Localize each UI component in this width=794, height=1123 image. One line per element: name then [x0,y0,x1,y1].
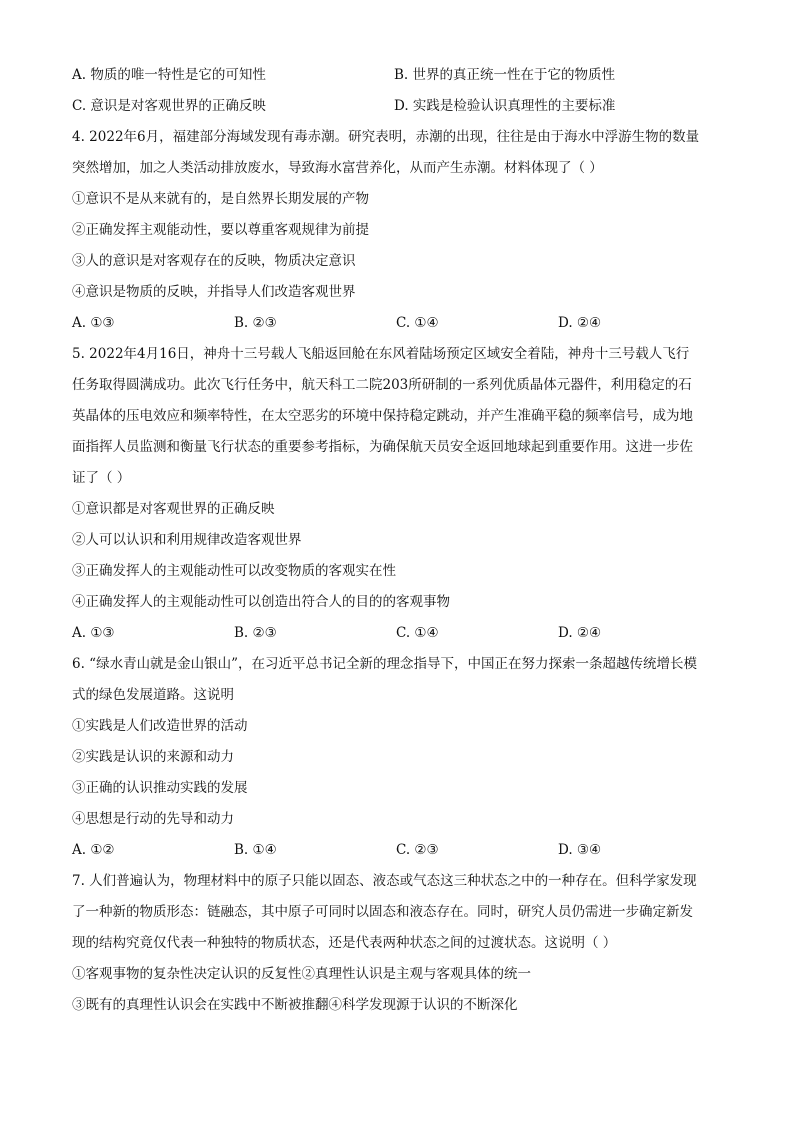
q6-statement-3: ③正确的认识推动实践的发展 [72,780,248,796]
q4-stem-line: 突然增加，加之人类活动排放废水，导致海水富营养化，从而产生赤潮。材料体现了（ ） [72,160,603,176]
q3-options-row-1 [72,60,722,91]
q4-options [72,308,722,339]
q5-stem-line: 证了（ ） [72,470,131,486]
q6-statement-4: ④思想是行动的先导和动力 [72,811,234,827]
q7-stem [72,866,722,959]
q5-stem-line: 5. 2022年4月16日，神舟十三号载人飞船返回舱在东风着陆场预定区域安全着陆，神舟十三号载人飞行 [72,346,690,362]
q6-stem-line: 6. “绿水青山就是金山银山”，在习近平总书记全新的理念指导下，中国正在努力探索一条超越传统增长模 [72,656,697,672]
q6-option-c: C. ②③ [396,842,439,858]
q6-stem-line: 式的绿色发展道路。这说明 [72,687,234,703]
q7-stem-line: 现的结构究竟仅代表一种独特的物质状态，还是代表两种状态之间的过渡状态。这说明（ ） [72,935,617,951]
q4-statement-4: ④意识是物质的反映，并指导人们改造客观世界 [72,284,356,300]
q5-option-b: B. ②③ [234,625,277,641]
q7-stem-line: 7. 人们普遍认为，物理材料中的原子只能以固态、液态或气态这三种状态之中的一种存在。但科学家发现 [72,873,697,889]
q6-options [72,835,722,866]
q5-statement-1: ①意识都是对客观世界的正确反映 [72,501,275,517]
q4-statement-3: ③人的意识是对客观存在的反映，物质决定意识 [72,253,356,269]
q4-stem-line: 4. 2022年6月，福建部分海域发现有毒赤潮。研究表明，赤潮的出现，往往是由于海水中浮游生物的数量 [72,129,700,145]
q5-stem-line: 面指挥人员监测和衡量飞行状态的重要参考指标，为确保航天员安全返回地球起到重要作用。这进一步佐 [72,439,693,455]
q5-statement-3: ③正确发挥人的主观能动性可以改变物质的客观实在性 [72,563,396,579]
q3-option-c: C. 意识是对客观世界的正确反映 [72,98,266,114]
q5-options [72,618,722,649]
q4-option-a: A. ①③ [72,315,115,331]
q5-stem-line: 任务取得圆满成功。此次飞行任务中，航天科工二院203所研制的一系列优质晶体元器件，利用稳定的石 [72,377,692,393]
q3-options-row-2 [72,91,722,122]
q7-stem-line: 了一种新的物质形态：链融态，其中原子可同时以固态和液态存在。同时，研究人员仍需进一步确定新发 [72,904,693,920]
q6-statement-2: ②实践是认识的来源和动力 [72,749,234,765]
q5-stem [72,339,722,494]
q5-option-d: D. ②④ [558,625,602,641]
q6-option-d: D. ③④ [558,842,602,858]
q5-statement-2: ②人可以认识和利用规律改造客观世界 [72,532,302,548]
q3-option-d: D. 实践是检验认识真理性的主要标准 [394,98,616,114]
q7-statements-3-4: ③既有的真理性认识会在实践中不断被推翻④科学发现源于认识的不断深化 [72,997,518,1013]
q4-statement-2: ②正确发挥主观能动性，要以尊重客观规律为前提 [72,222,369,238]
q3-option-a: A. 物质的唯一特性是它的可知性 [72,67,266,83]
q6-option-b: B. ①④ [234,842,277,858]
q4-option-b: B. ②③ [234,315,277,331]
q7-statements-1-2: ①客观事物的复杂性决定认识的反复性②真理性认识是主观与客观具体的统一 [72,966,531,982]
q4-option-c: C. ①④ [396,315,439,331]
q5-option-c: C. ①④ [396,625,439,641]
q5-option-a: A. ①③ [72,625,115,641]
q4-stem [72,122,722,184]
q5-stem-line: 英晶体的压电效应和频率特性，在太空恶劣的环境中保持稳定跳动，并产生准确平稳的频率信号，成为地 [72,408,693,424]
q6-statement-1: ①实践是人们改造世界的活动 [72,718,248,734]
q4-statement-1: ①意识不是从来就有的，是自然界长期发展的产物 [72,191,369,207]
q4-option-d: D. ②④ [558,315,602,331]
q3-option-b: B. 世界的真正统一性在于它的物质性 [394,67,616,83]
q6-stem [72,649,722,711]
q6-option-a: A. ①② [72,842,115,858]
exam-page [72,60,722,1021]
q5-statement-4: ④正确发挥人的主观能动性可以创造出符合人的目的的客观事物 [72,594,450,610]
